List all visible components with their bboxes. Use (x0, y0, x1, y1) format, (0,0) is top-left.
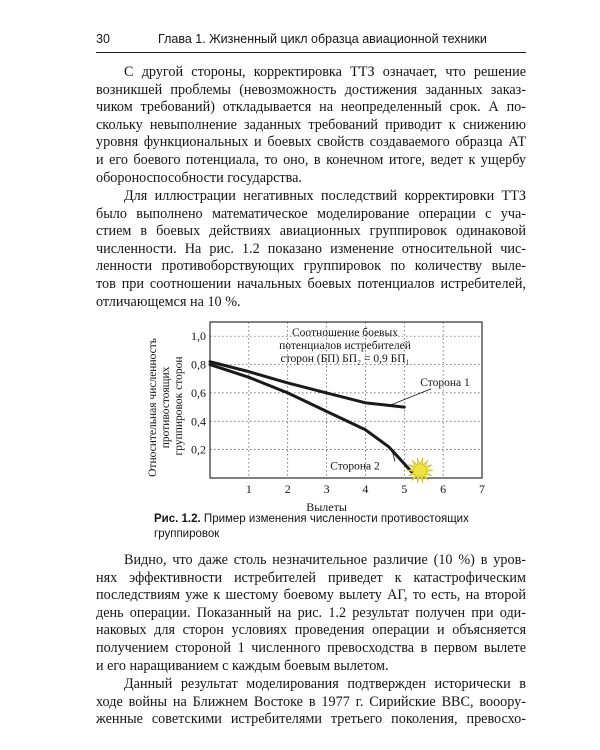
y-tick-label: 0,8 (191, 357, 206, 372)
series-line-1 (210, 362, 404, 407)
y-axis-label-line-3: группировок сторон (173, 356, 185, 456)
running-head: Глава 1. Жизненный цикл образца авиационной техники (158, 32, 487, 46)
text-line: возникшей проблемы (невозможность достижения заданных заказ- (96, 81, 526, 98)
y-tick-label: 0,4 (191, 414, 206, 429)
text-line: С другой стороны, корректировка ТТЗ означает, что решение (124, 64, 526, 80)
text-line: Для иллюстрации негативных последствий корректировки ТТЗ (124, 188, 526, 204)
text-line: день операции. Показанный на рис. 1.2 результат получен при оди- (96, 604, 526, 621)
x-tick-label: 3 (323, 482, 330, 496)
text-line: нях эффективности истребителей приведет к катастрофическим (96, 569, 526, 586)
text-line: Видно, что даже столь незначительное различие (10 %) в уров- (124, 552, 526, 568)
y-axis-label (147, 335, 185, 477)
x-tick-label: 7 (479, 482, 485, 496)
paragraph-2 (96, 188, 526, 311)
caption-text-continued: группировок (154, 528, 220, 540)
x-tick-label: 2 (284, 482, 291, 496)
annotation-line: сторон (БП) БП₂ = 0,9 БП₁ (280, 353, 410, 365)
page-header (96, 30, 526, 53)
text-line: численности. На рис. 1.2 показано изменение относительной чис- (96, 240, 526, 257)
series-label-1: Сторона 1 (420, 376, 470, 389)
text-line: и его наращиванием с каждым боевым вылетом. (96, 657, 389, 674)
text-line: отличающемся на 10 %. (96, 293, 241, 310)
annotation-line: Соотношение боевых (292, 327, 398, 339)
text-line: наковых для сторон условиях проведения операции и объясняется (96, 622, 526, 639)
x-tick-label: 1 (245, 482, 252, 496)
x-tick-label: 5 (401, 482, 408, 496)
series-label-2: Сторона 2 (330, 460, 380, 473)
caption-number: Рис. 1.2. (154, 513, 201, 525)
paragraph-4 (96, 676, 526, 729)
text-line: Данный результат моделирования подтвержден исторически в (124, 676, 526, 692)
burst-marker (407, 458, 433, 483)
y-tick-label: 1,0 (191, 329, 206, 344)
series-1-leader (390, 389, 431, 405)
y-axis-label-line-1: Относительная численность (147, 337, 159, 477)
y-axis-label-line-2: противостоящих (160, 366, 172, 449)
text-line: чиком требований) откладывается на неопределенный срок. А по- (96, 99, 526, 116)
caption-text: Пример изменения численности противостоящих (203, 513, 469, 525)
text-line: было выполнено математическое моделирование операции с уча- (96, 205, 526, 222)
x-axis-label: Вылеты (306, 500, 347, 513)
text-line: последствиям уже к шестому боевому вылету АГ, то есть, на второй (96, 587, 526, 604)
figure-chart (140, 308, 500, 513)
text-line: ленности противоборствующих группировок по количеству выле- (96, 258, 526, 275)
text-line: получением стороной 1 численного превосходства в первом вылете (96, 639, 526, 656)
x-tick-label: 4 (362, 482, 369, 496)
series-line-2 (210, 365, 412, 473)
text-line: уровня функциональных и боевых свойств создаваемого образца АТ (96, 134, 526, 151)
text-line: и его боевого потенциала, то оно, в конечном итоге, ведет к ущербу (96, 151, 526, 168)
text-line: скольку невыполнение заданных требований приводит к снижению (96, 116, 526, 133)
figure-caption (154, 512, 514, 542)
paragraph-1 (96, 64, 526, 187)
y-tick-label: 0,2 (191, 442, 206, 457)
text-line: тов при соотношении начальных боевых потенциалов истребителей, (96, 275, 526, 292)
paragraph-3 (96, 552, 526, 675)
text-line: обороноспособности государства. (96, 169, 302, 186)
text-line: стием в боевых действиях авиационных группировок одинаковой (96, 223, 526, 240)
plot-area (191, 322, 485, 513)
text-line: женные советскими истребителями третьего поколения, превосхо- (96, 711, 526, 728)
annotation-line: потенциалов истребителей (279, 340, 411, 352)
y-tick-label: 0,6 (191, 385, 206, 400)
text-line: ходе войны на Ближнем Востоке в 1977 г. Сирийские ВВС, вооору- (96, 693, 526, 710)
page-number: 30 (96, 32, 110, 46)
x-tick-label: 6 (440, 482, 447, 496)
